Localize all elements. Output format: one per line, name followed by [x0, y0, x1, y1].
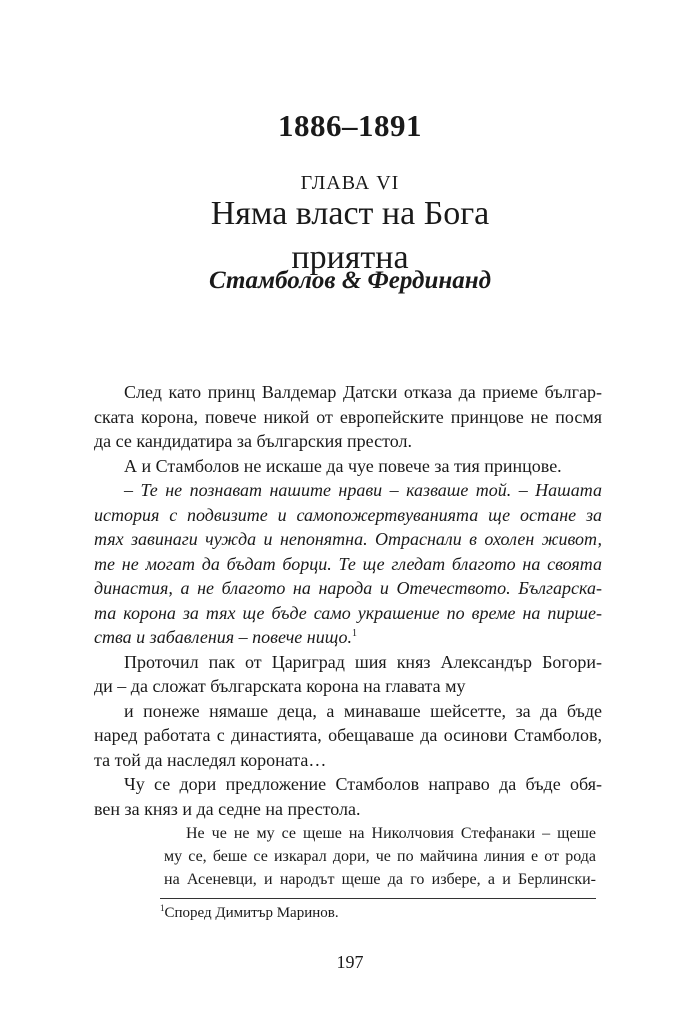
paragraph-line: А и Стамболов не искаше да чуе повече за тия принцове.: [124, 455, 562, 476]
footnote-marker: 1: [160, 903, 165, 913]
quote-line: история с подвизите и самопожертвуванията ще остане за: [94, 504, 602, 525]
paragraph-line: Проточил пак от Цариград шия княз Александър Богори-: [124, 651, 602, 672]
paragraph-line: След като принц Валдемар Датски отказа да приеме българ-: [124, 382, 602, 402]
page-number: 197: [336, 952, 364, 972]
paragraph-line: ската корона, повече никой от европейските принцове не посмя: [94, 406, 602, 427]
chapter-subtitle: Стамболов & Фердинанд: [208, 267, 492, 294]
quote-line: династия, а не благото на народа и Отечеството. Българска-: [94, 578, 602, 598]
excerpt-line: Не че не му се щеше на Николчовия Стефанаки – щеше: [186, 825, 596, 842]
footnote-text: Според Димитър Маринов.: [164, 905, 339, 921]
quote-line-last: [94, 625, 602, 650]
quote-line: – Те не познават нашите нрави – казваше той. – Нашата: [124, 480, 602, 500]
quote-line: те не могат да бъдат борци. Те ще гледат благото на своята: [94, 553, 602, 574]
chapter-title-line-2: приятна: [291, 239, 409, 276]
body-text: [94, 380, 602, 821]
paragraph-line: та той да наследял короната…: [94, 749, 327, 770]
paragraph-line: и понеже нямаше деца, а минаваше шейсетте, за да бъде: [124, 700, 602, 721]
quote-line: тях завинаги чужда и непонятна. Отраснали в охолен живот,: [94, 529, 602, 549]
chapter-years: 1886–1891: [278, 108, 422, 143]
paragraph-line: вен за княз и да седне на престола.: [94, 798, 361, 819]
excerpt-text: [164, 822, 596, 891]
footnote-reference[interactable]: 1: [352, 628, 358, 639]
chapter-label: ГЛАВА VI: [300, 172, 400, 194]
excerpt-line: на Асеневци, и народът щеше да го избере, а и Берлински-: [164, 871, 596, 888]
excerpt-line: му се, беше се изкарал дори, че по майчина линия е от рода: [164, 848, 596, 865]
footnote-rule: [160, 898, 596, 899]
paragraph-line: наред работата с династията, обещаваше да осинови Стамболов,: [94, 725, 602, 745]
paragraph-line: ди – да сложат българската корона на главата му: [94, 676, 466, 696]
paragraph-line: Чу се дори предложение Стамболов направо да бъде обя-: [124, 774, 602, 794]
chapter-title-line-1: Няма власт на Бога: [210, 195, 490, 232]
footnote: [160, 905, 339, 922]
paragraph-line: да се кандидатира за българския престол.: [94, 431, 412, 451]
quote-line-text: ства и забавления – повече нищо.: [94, 627, 353, 647]
quote-line: та корона за тях ще бъде само украшение по време на пирше-: [94, 602, 602, 623]
